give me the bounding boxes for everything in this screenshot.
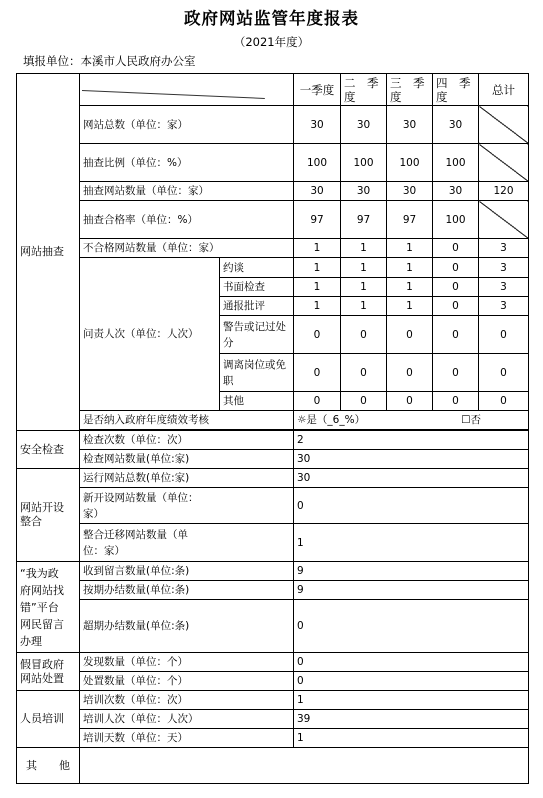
table-cell: 39 bbox=[294, 710, 529, 729]
table-cell: 0 bbox=[433, 354, 479, 392]
table-cell: 1 bbox=[387, 239, 433, 258]
table-cell: 9 bbox=[294, 581, 529, 600]
table-cell: 0 bbox=[479, 392, 529, 411]
row-label: 整合迁移网站数量（单 位：家） bbox=[80, 524, 294, 562]
table-cell: 0 bbox=[387, 316, 433, 354]
report-title: 政府网站监管年度报表 bbox=[184, 9, 359, 28]
table-cell: 30 bbox=[294, 182, 341, 201]
other-value bbox=[80, 748, 529, 784]
table-cell: 3 bbox=[479, 258, 529, 278]
table-row bbox=[17, 562, 529, 581]
table-row bbox=[17, 258, 529, 278]
empty-diagonal-cell bbox=[479, 201, 529, 239]
accountability-label: 问责人次（单位：人次） bbox=[80, 258, 220, 411]
table-cell: 0 bbox=[341, 354, 387, 392]
table-cell: 3 bbox=[479, 297, 529, 316]
row-label: 抽查合格率（单位：%） bbox=[80, 201, 294, 239]
table-cell: 0 bbox=[341, 392, 387, 411]
table-cell: 0 bbox=[294, 653, 529, 672]
table-row bbox=[17, 144, 529, 182]
table-cell: 30 bbox=[433, 106, 479, 144]
kpi-options bbox=[294, 411, 529, 430]
table-row bbox=[17, 672, 529, 691]
security-section-label: 安全检查 bbox=[17, 431, 80, 469]
table-row bbox=[17, 431, 529, 450]
table-cell: 0 bbox=[433, 278, 479, 297]
other-row bbox=[17, 748, 529, 784]
table-cell: 1 bbox=[294, 729, 529, 748]
table-cell: 30 bbox=[341, 106, 387, 144]
row-label: 网站总数（单位：家） bbox=[80, 106, 294, 144]
quarter-header-row bbox=[17, 74, 529, 106]
table-cell: 120 bbox=[479, 182, 529, 201]
kpi-no-option[interactable]: ☐否 bbox=[461, 414, 481, 426]
table-row bbox=[17, 201, 529, 239]
consolidation-section-label: 网站开设 整合 bbox=[17, 469, 80, 562]
table-cell: 97 bbox=[341, 201, 387, 239]
report-year: （2021年度） bbox=[233, 35, 310, 49]
table-cell: 9 bbox=[294, 562, 529, 581]
quarter-4-header: 四 季 度 bbox=[433, 74, 479, 106]
row-label: 检查网站数量(单位:家) bbox=[80, 450, 294, 469]
fake-sites-section-label: 假冒政府 网站处置 bbox=[17, 653, 80, 691]
table-cell: 100 bbox=[341, 144, 387, 182]
table-row bbox=[17, 653, 529, 672]
table-cell: 1 bbox=[341, 239, 387, 258]
table-cell: 0 bbox=[479, 354, 529, 392]
table-cell: 0 bbox=[294, 316, 341, 354]
table-cell: 0 bbox=[294, 354, 341, 392]
reporting-unit: 填报单位：本溪市人民政府办公室 bbox=[23, 54, 196, 68]
table-cell: 30 bbox=[294, 450, 529, 469]
table-row bbox=[17, 450, 529, 469]
table-cell: 100 bbox=[294, 144, 341, 182]
table-cell: 0 bbox=[433, 239, 479, 258]
row-label: 培训人次（单位：人次） bbox=[80, 710, 294, 729]
row-label: 按期办结数量(单位:条) bbox=[80, 581, 294, 600]
table-cell: 1 bbox=[294, 258, 341, 278]
table-cell: 100 bbox=[433, 201, 479, 239]
table-cell: 0 bbox=[294, 600, 529, 653]
table-row bbox=[17, 469, 529, 488]
table-cell: 1 bbox=[294, 691, 529, 710]
report-table bbox=[16, 73, 529, 784]
table-row bbox=[17, 182, 529, 201]
row-label: 新开设网站数量（单位： 家） bbox=[80, 488, 294, 524]
table-cell: 3 bbox=[479, 278, 529, 297]
table-cell: 0 bbox=[433, 297, 479, 316]
table-cell: 30 bbox=[341, 182, 387, 201]
table-cell: 1 bbox=[294, 239, 341, 258]
table-cell: 1 bbox=[294, 297, 341, 316]
table-cell: 100 bbox=[433, 144, 479, 182]
table-cell: 0 bbox=[294, 392, 341, 411]
spot-check-section-label: 网站抽查 bbox=[17, 74, 80, 431]
row-label: 培训天数（单位：天） bbox=[80, 729, 294, 748]
table-cell: 0 bbox=[294, 488, 529, 524]
table-cell: 0 bbox=[294, 672, 529, 691]
table-cell: 30 bbox=[433, 182, 479, 201]
table-cell: 2 bbox=[294, 431, 529, 450]
table-row bbox=[17, 691, 529, 710]
row-label: 不合格网站数量（单位：家） bbox=[80, 239, 294, 258]
messages-section-label: “我为政 府网站找 错”平台 网民留言 办理 bbox=[17, 562, 80, 653]
table-row bbox=[17, 488, 529, 524]
row-label: 警告或记过处分 bbox=[220, 316, 294, 354]
row-label: 培训次数（单位：次） bbox=[80, 691, 294, 710]
table-cell: 30 bbox=[387, 106, 433, 144]
table-cell: 1 bbox=[387, 278, 433, 297]
table-cell: 1 bbox=[294, 278, 341, 297]
empty-diagonal-cell bbox=[479, 106, 529, 144]
row-label: 收到留言数量(单位:条) bbox=[80, 562, 294, 581]
table-row bbox=[17, 239, 529, 258]
table-cell: 3 bbox=[479, 239, 529, 258]
table-cell: 1 bbox=[341, 297, 387, 316]
quarter-3-header: 三 季 度 bbox=[387, 74, 433, 106]
row-label: 抽查网站数量（单位：家） bbox=[80, 182, 294, 201]
row-label: 检查次数（单位：次） bbox=[80, 431, 294, 450]
table-cell: 1 bbox=[387, 258, 433, 278]
training-section-label: 人员培训 bbox=[17, 691, 80, 748]
table-cell: 0 bbox=[387, 354, 433, 392]
table-cell: 97 bbox=[387, 201, 433, 239]
table-row bbox=[17, 106, 529, 144]
table-cell: 30 bbox=[294, 469, 529, 488]
table-cell: 0 bbox=[433, 392, 479, 411]
row-label: 书面检查 bbox=[220, 278, 294, 297]
row-label: 调离岗位或免职 bbox=[220, 354, 294, 392]
table-cell: 0 bbox=[479, 316, 529, 354]
table-row bbox=[17, 581, 529, 600]
table-cell: 1 bbox=[341, 278, 387, 297]
row-label: 超期办结数量(单位:条) bbox=[80, 600, 294, 653]
kpi-row bbox=[17, 411, 529, 430]
total-header: 总计 bbox=[479, 74, 529, 106]
table-cell: 0 bbox=[387, 392, 433, 411]
empty-diagonal-cell bbox=[479, 144, 529, 182]
other-section-label: 其 他 bbox=[17, 748, 80, 784]
row-label: 其他 bbox=[220, 392, 294, 411]
table-cell: 30 bbox=[294, 106, 341, 144]
header-diagonal-cell bbox=[80, 74, 294, 106]
row-label: 抽查比例（单位：%） bbox=[80, 144, 294, 182]
kpi-label: 是否纳入政府年度绩效考核 bbox=[80, 411, 294, 430]
table-cell: 0 bbox=[433, 258, 479, 278]
table-cell: 1 bbox=[387, 297, 433, 316]
table-cell: 100 bbox=[387, 144, 433, 182]
table-row bbox=[17, 524, 529, 562]
row-label: 发现数量（单位：个） bbox=[80, 653, 294, 672]
table-row bbox=[17, 710, 529, 729]
table-row bbox=[17, 729, 529, 748]
kpi-yes-option[interactable]: ☼是（_6_%） bbox=[297, 414, 366, 426]
table-cell: 0 bbox=[341, 316, 387, 354]
row-label: 通报批评 bbox=[220, 297, 294, 316]
quarter-2-header: 二 季 度 bbox=[341, 74, 387, 106]
table-row bbox=[17, 600, 529, 653]
table-cell: 1 bbox=[294, 524, 529, 562]
table-cell: 0 bbox=[433, 316, 479, 354]
row-label: 约谈 bbox=[220, 258, 294, 278]
row-label: 处置数量（单位：个） bbox=[80, 672, 294, 691]
table-cell: 97 bbox=[294, 201, 341, 239]
table-cell: 30 bbox=[387, 182, 433, 201]
quarter-1-header: 一季度 bbox=[294, 74, 341, 106]
table-cell: 1 bbox=[341, 258, 387, 278]
row-label: 运行网站总数(单位:家) bbox=[80, 469, 294, 488]
